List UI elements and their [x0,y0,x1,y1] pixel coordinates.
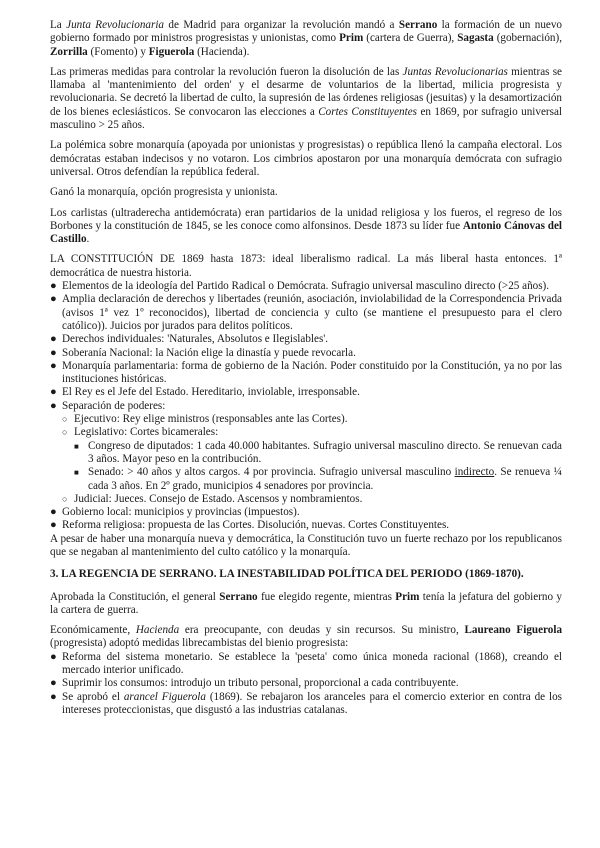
list-item: ● El Rey es el Jefe del Estado. Hereditario, inviolable, irresponsable. [50,386,360,399]
list-item: ● Se aprobó el arancel Figuerola (1869). Se rebajaron los aranceles para el comercio exterior en contra de los intereses proteccionistas, que disgustó a las industrias catalanas. [50,690,562,716]
list-item: ○ Judicial: Jueces. Consejo de Estado. Ascensos y nombramientos. [62,492,363,505]
bullet-icon: ● [50,519,57,532]
list-item: ○ Legislativo: Cortes bicamerales: ■ Congreso de diputados: 1 cada 40.000 habitantes. Sufragio universal masculino directo. Se renuevan cada 3 años. Mayor peso en la contribución. ■ Senado: > 40 años y altos cargos. 4 por provincia. Sufragio universal masculino indirecto. Se renueva ¼ cada 3 años. En 2º grado, municipios 4 senadores por provincia. [62,426,562,492]
circle-bullet-icon: ○ [62,414,68,425]
square-bullet-icon: ■ [74,468,79,478]
list-item: ○ Ejecutivo: Rey elige ministros (responsables ante las Cortes). [62,413,348,426]
bullet-icon: ● [50,690,57,703]
list-item: ■ Senado: > 40 años y altos cargos. 4 por provincia. Sufragio universal masculino indirecto. Se renueva ¼ cada 3 años. En 2º grado, municipios 4 senadores por provincia. [74,466,562,492]
paragraph-gano-monarquia: Ganó la monarquía, opción progresista y unionista. [50,186,278,199]
bullet-icon: ● [50,399,57,412]
bullet-icon: ● [50,346,57,359]
bullet-icon: ● [50,677,57,690]
list-item: ● Reforma religiosa: propuesta de las Cortes. Disolución, nuevas. Cortes Constituyentes. [50,519,450,532]
economic-measures-list [50,651,562,717]
list-item: ● Separación de poderes: ○ Ejecutivo: Rey elige ministros (responsables ante las Cortes). ○ Legislativo: Cortes bicamerales: ■ Congreso de diputados: 1 cada 40.000 habitantes. Sufragio universal masculino directo. Se renuevan cada 3 años. Mayor peso en la contribución. ■ Senado: > 40 años y altos cargos. 4 por provincia. Sufragio universal masculino indirecto. Se renueva ¼ cada 3 años. En 2º grado, municipios 4 senadores por provincia. ○ Judicial: Jueces. Consejo de Estado. Ascensos y nombramientos. [50,399,562,505]
section-heading-regencia: 3. LA REGENCIA DE SERRANO. LA INESTABILIDAD POLÍTICA DEL PERIODO (1869-1870). [50,568,524,581]
list-item: ● Amplia declaración de derechos y libertades (reunión, asociación, inviolabilidad de la Correspondencia Privada (avisos 1ª vez 1º reconocidos), libertad de conciencia y culto (se mantiene el presupuesto para el clero católico)). Juicios por jurados para delitos políticos. [50,293,562,332]
list-item: ● Gobierno local: municipios y provincias (impuestos). [50,506,300,519]
list-item: ● Soberanía Nacional: la Nación elige la dinastía y puede revocarla. [50,346,356,359]
list-item: ● Monarquía parlamentaria: forma de gobierno de la Nación. Poder constituido por la Constitución, ya no por las instituciones históricas. [50,359,562,386]
bullet-icon: ● [50,280,57,293]
list-item: ● Suprimir los consumos: introdujo un tributo personal, proporcional a cada contribuyente. [50,677,459,690]
paragraph-junta: La Junta Revolucionaria de Madrid para organizar la revolución mandó a Serrano la formación de un nuevo gobierno formado por ministros progresistas y unionistas, como Prim (cartera de Guerra), Sagasta (gobernación), Zorrilla (Fomento) y Figuerola (Hacienda). [50,19,562,58]
paragraph-economicamente: Económicamente, Hacienda era preocupante, con deudas y sin recursos. Su ministro, Laureano Figuerola (progresista) adoptó medidas librecambistas del bienio progresista: [50,624,563,650]
powers-sublist [62,413,562,506]
square-bullet-icon: ■ [74,441,79,451]
paragraph-aprobada-constitucion: Aprobada la Constitución, el general Serrano fue elegido regente, mientras Prim tenía la jefatura del gobierno y la cartera de guerra. [50,590,562,616]
list-item: ● Derechos individuales: 'Naturales, Absolutos e Ilegislables'. [50,333,329,346]
paragraph-primeras-medidas: Las primeras medidas para controlar la revolución fueron la disolución de las Juntas Revolucionarias mientras se llamaba al 'mantenimiento del orden' y el desarme de voluntarios de la libertad, milicia progresista y revolucionaria. Se decretó la libertad de culto, la supresión de las órdenes religiosas (jesuitas) y la desamortización de los bienes eclesiásticos. Se convocaron las elecciones a Cortes Constituyentes en 1869, por sufragio universal masculino > 25 años. [50,65,563,132]
bullet-icon: ● [50,333,57,346]
list-item: ■ Congreso de diputados: 1 cada 40.000 habitantes. Sufragio universal masculino directo. Se renuevan cada 3 años. Mayor peso en la contribución. [74,439,562,465]
bullet-icon: ● [50,386,57,399]
bullet-icon: ● [50,293,57,306]
circle-bullet-icon: ○ [62,493,68,504]
paragraph-polemica: La polémica sobre monarquía (apoyada por unionistas y progresistas) o república llenó la campaña electoral. Los demócratas estaban indecisos y no votaron. Los cimbrios apostaron por una monarquía demócrata con sufragio universal. Otros defendían la república federal. [50,139,562,178]
bullet-icon: ● [50,650,57,663]
legislative-sublist [74,440,562,493]
paragraph-carlistas: Los carlistas (ultraderecha antidemócrata) eran partidarios de la unidad religiosa y los fueros, el regreso de los Borbones y la constitución de 1845, se les conoce como alfonsinos. Desde 1873 su líder fue Antonio Cánovas del Castillo. [50,206,562,246]
circle-bullet-icon: ○ [62,427,68,438]
bullet-icon: ● [50,506,57,519]
list-item: ● Reforma del sistema monetario. Se establece la 'peseta' como única moneda racional (1868), creando el mercado interior unificado. [50,650,562,677]
paragraph-constitucion-1869: LA CONSTITUCIÓN DE 1869 hasta 1873: ideal liberalismo radical. La más liberal hasta entonces. 1ª democrática de nuestra historia. [50,253,562,279]
list-item: ● Elementos de la ideología del Partido Radical o Demócrata. Sufragio universal masculino directo (>25 años). [50,280,550,293]
bullet-icon: ● [50,359,57,372]
constitution-list [50,280,562,533]
paragraph-rechazo: A pesar de haber una monarquía nueva y democrática, la Constitución tuvo un fuerte rechazo por los republicanos que se negaban al mantenimiento del culto católico y la monarquía. [50,532,562,558]
